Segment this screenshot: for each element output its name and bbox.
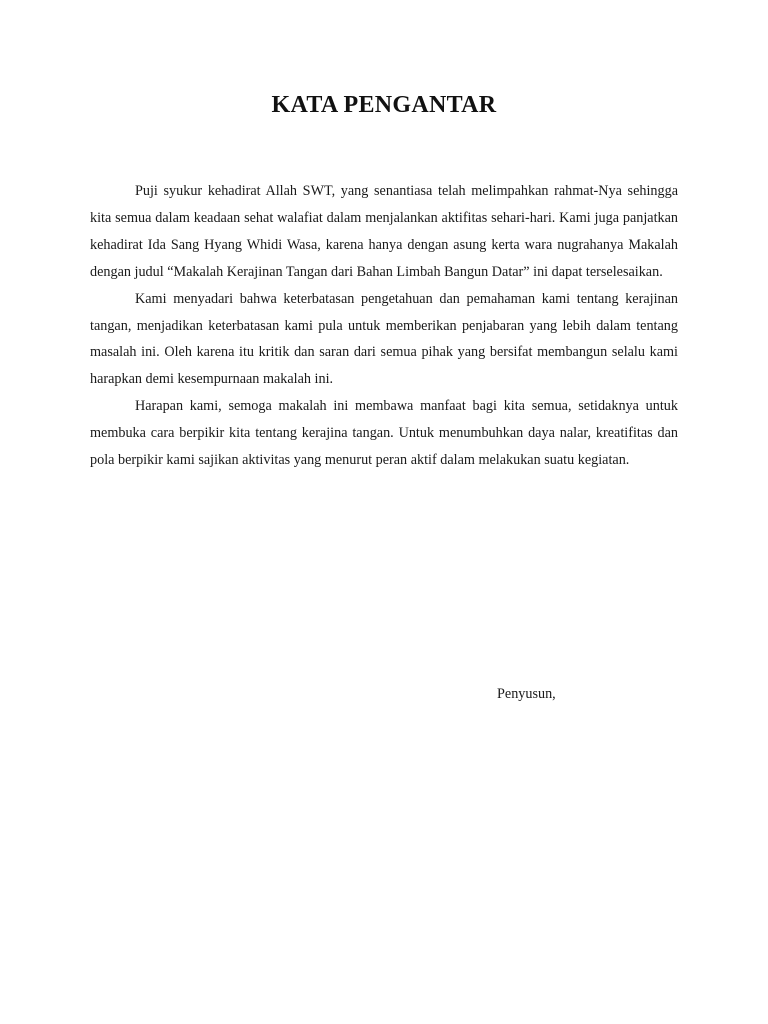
page-title: KATA PENGANTAR (271, 92, 497, 118)
paragraph-3: Harapan kami, semoga makalah ini membawa manfaat bagi kita semua, setidaknya untuk membuka cara berpikir kita tentang kerajina tangan. Untuk menumbuhkan daya nalar, kreatifitas dan pola berpikir kami sajikan aktivitas yang menurut peran aktif dalam melakukan suatu kegiatan. (90, 398, 678, 469)
document-body (90, 178, 678, 474)
paragraph-2: Kami menyadari bahwa keterbatasan pengetahuan dan pemahaman kami tentang kerajinan tangan, menjadikan keterbatasan kami pula untuk memberikan penjabaran yang lebih dalam tentang masalah ini. Oleh karena itu kritik dan saran dari semua pihak yang bersifat membangun selalu kami harapkan demi kesempurnaan makalah ini. (90, 290, 678, 388)
paragraph-1: Puji syukur kehadirat Allah SWT, yang senantiasa telah melimpahkan rahmat-Nya sehingga kita semua dalam keadaan sehat walafiat dalam menjalankan aktifitas sehari-hari. Kami juga panjatkan kehadirat Ida Sang Hyang Whidi Wasa, karena hanya dengan asung kerta wara nugrahanya Makalah dengan judul “Makalah Kerajinan Tangan dari Bahan Limbah Bangun Datar” ini dapat terselesaikan. (90, 183, 678, 280)
signature-label: Penyusun, (497, 686, 556, 702)
